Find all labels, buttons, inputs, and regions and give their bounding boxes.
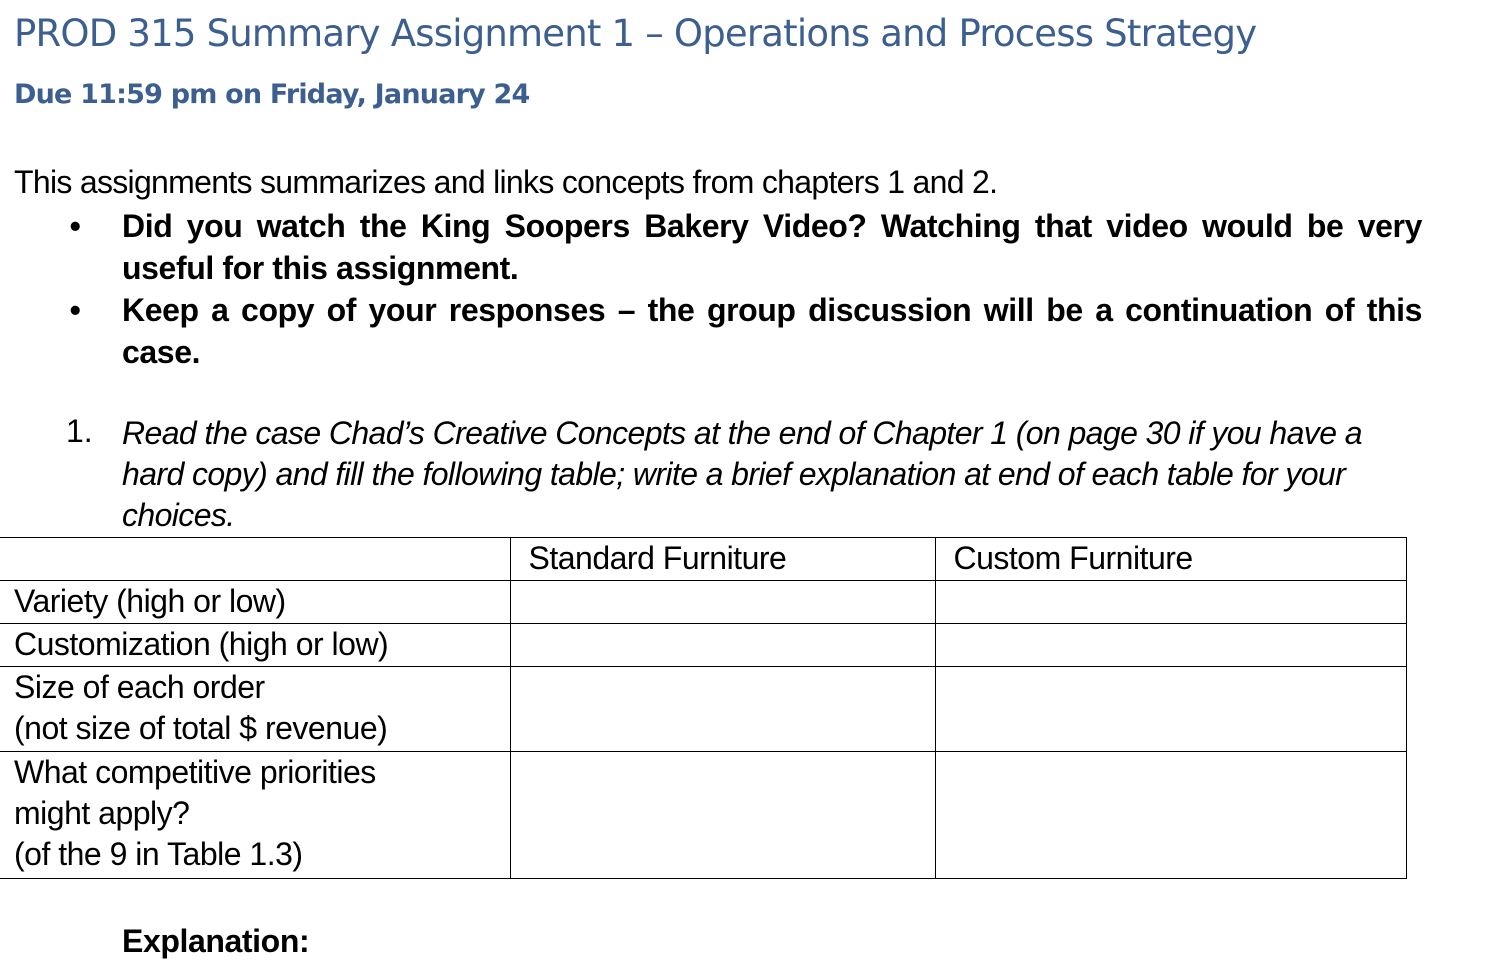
answer-cell-custom[interactable] — [935, 581, 1406, 624]
row-label-line: Customization (high or low) — [14, 626, 389, 662]
intro-text: This assignments summarizes and links concepts from chapters 1 and 2. — [14, 164, 998, 200]
row-label — [0, 752, 510, 879]
document-title: PROD 315 Summary Assignment 1 – Operations and Process Strategy — [14, 12, 1257, 55]
table-row — [0, 624, 1406, 667]
question-number: 1. — [66, 413, 93, 449]
row-label-line: (of the 9 in Table 1.3) — [14, 836, 303, 872]
due-date: Due 11:59 pm on Friday, January 24 — [14, 79, 530, 110]
bullet-item — [60, 205, 1422, 289]
instruction-bullets — [60, 205, 1422, 373]
row-label-line: (not size of total $ revenue) — [14, 710, 388, 746]
answer-cell-custom[interactable] — [935, 624, 1406, 667]
answer-cell-standard[interactable] — [510, 667, 935, 752]
table-row — [0, 581, 1406, 624]
bullet-marker: • — [69, 208, 81, 244]
table-header-row — [0, 538, 1406, 581]
answer-cell-standard[interactable] — [510, 581, 935, 624]
bullet-text: Keep a copy of your responses – the group discussion will be a continuation of this case. — [122, 292, 1422, 370]
question-1 — [66, 413, 1426, 536]
table-row — [0, 752, 1406, 879]
row-label-line: Variety (high or low) — [14, 583, 286, 619]
answer-cell-custom[interactable] — [935, 752, 1406, 879]
answer-cell-standard[interactable] — [510, 752, 935, 879]
explanation-label: Explanation: — [122, 923, 310, 959]
answer-cell-custom[interactable] — [935, 667, 1406, 752]
header-cell-empty — [0, 538, 510, 581]
row-label-line: Size of each order — [14, 669, 265, 705]
answer-cell-standard[interactable] — [510, 624, 935, 667]
row-label-line: What competitive priorities — [14, 754, 376, 790]
question-text: Read the case Chad’s Creative Concepts at the end of Chapter 1 (on page 30 if you have a hard copy) and fill the following table; write a brief explanation at end of each table for your choices. — [122, 415, 1362, 533]
comparison-table — [0, 537, 1407, 879]
bullet-marker: • — [69, 292, 81, 328]
header-custom-furniture: Custom Furniture — [935, 538, 1406, 581]
bullet-item — [60, 289, 1422, 373]
row-label — [0, 581, 510, 624]
row-label-line: might apply? — [14, 795, 190, 831]
table-row — [0, 667, 1406, 752]
row-label — [0, 667, 510, 752]
header-standard-furniture: Standard Furniture — [510, 538, 935, 581]
row-label — [0, 624, 510, 667]
bullet-text: Did you watch the King Soopers Bakery Video? Watching that video would be very useful for this assignment. — [122, 208, 1422, 286]
